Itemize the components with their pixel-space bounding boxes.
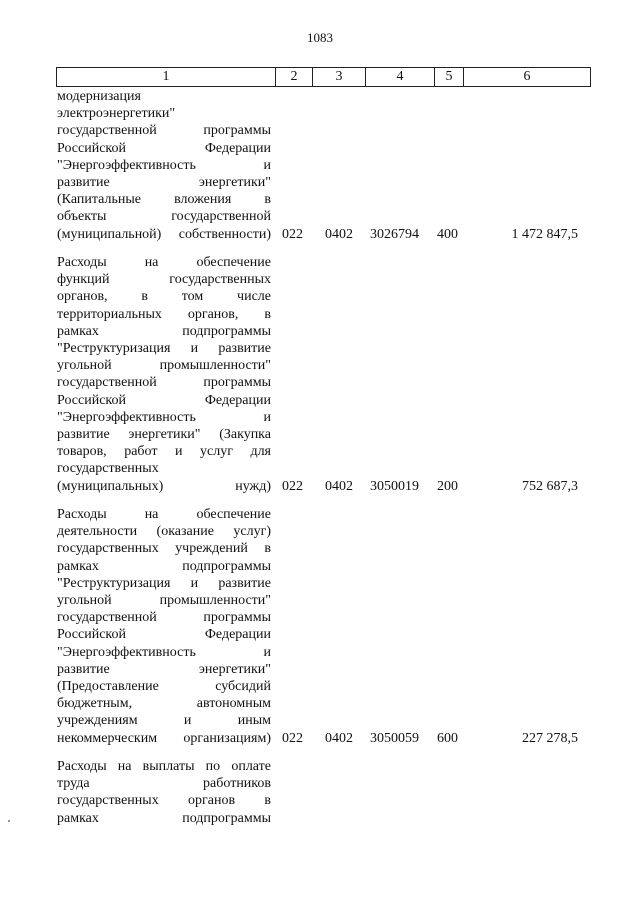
description-line: государственных <box>57 461 159 477</box>
row-vr-code: 600 <box>437 730 458 746</box>
description-line: "Энергоэффективность и <box>57 157 271 173</box>
description-line: (муниципальной) собственности) <box>57 226 271 242</box>
description-line: "Реструктуризация и развитие <box>57 575 271 591</box>
row-gr-code: 022 <box>282 730 303 746</box>
description-line: развитие энергетики" <box>57 175 271 191</box>
description-line: угольной промышленности" <box>57 593 271 609</box>
description-line: товаров, работ и услуг для <box>57 444 271 460</box>
description-line: рамках подпрограммы <box>57 323 271 339</box>
description-line: Расходы на выплаты по оплате <box>57 759 271 774</box>
description-line: (Капитальные вложения в <box>57 192 271 208</box>
description-line: некоммерческим организациям) <box>57 730 271 746</box>
column-header-4: 4 <box>366 68 435 87</box>
row-cs-code: 3050059 <box>370 730 419 746</box>
description-line: Российской Федерации <box>57 627 271 643</box>
description-line: "Энергоэффективность и <box>57 644 271 660</box>
description-line: электроэнергетики" <box>57 106 176 122</box>
row-description <box>57 758 271 827</box>
row-amount: 227 278,5 <box>522 730 578 746</box>
description-line: государственной программы <box>57 375 271 391</box>
row-description <box>57 506 271 747</box>
description-line: деятельности (оказание услуг) <box>57 524 271 540</box>
description-line: территориальных органов, в <box>57 306 271 322</box>
row-cs-code: 3050019 <box>370 478 419 494</box>
column-header-6: 6 <box>464 68 591 87</box>
row-rz-code: 0402 <box>325 478 353 494</box>
description-line: рамках подпрограммы <box>57 558 271 574</box>
row-gr-code: 022 <box>282 226 303 242</box>
column-header-3: 3 <box>313 68 366 87</box>
description-line: угольной промышленности" <box>57 358 271 374</box>
column-header-1: 1 <box>57 68 276 87</box>
description-line: государственных учреждений в <box>57 541 271 557</box>
column-header-5: 5 <box>435 68 464 87</box>
row-rz-code: 0402 <box>325 226 353 242</box>
description-line: Российской Федерации <box>57 392 271 408</box>
column-header-table <box>56 67 591 87</box>
description-line: государственной программы <box>57 610 271 626</box>
description-line: (Предоставление субсидий <box>57 679 271 695</box>
row-vr-code: 400 <box>437 226 458 242</box>
description-line: бюджетным, автономным <box>57 696 271 712</box>
description-line: развитие энергетики" (Закупка <box>57 427 271 443</box>
column-header-row <box>57 68 591 87</box>
description-line: государственных органов в <box>57 793 271 809</box>
description-line: объекты государственной <box>57 209 271 225</box>
row-amount: 1 472 847,5 <box>511 226 578 242</box>
scan-speck <box>8 820 10 822</box>
row-description <box>57 88 271 243</box>
row-amount: 752 687,3 <box>522 478 578 494</box>
row-description <box>57 254 271 495</box>
description-line: функций государственных <box>57 272 271 288</box>
description-line: государственной программы <box>57 123 271 139</box>
description-line: Расходы на обеспечение <box>57 507 271 522</box>
row-vr-code: 200 <box>437 478 458 494</box>
page-number: 1083 <box>307 30 333 45</box>
description-line: "Реструктуризация и развитие <box>57 341 271 357</box>
description-line: рамках подпрограммы <box>57 810 271 826</box>
description-line: "Энергоэффективность и <box>57 409 271 425</box>
description-line: учреждениям и иным <box>57 713 271 729</box>
description-line: Расходы на обеспечение <box>57 255 271 270</box>
description-line: развитие энергетики" <box>57 661 271 677</box>
description-line: модернизация <box>57 89 141 104</box>
description-line: (муниципальных) нужд) <box>57 478 271 494</box>
description-line: Российской Федерации <box>57 140 271 156</box>
row-gr-code: 022 <box>282 478 303 494</box>
description-line: труда работников <box>57 776 271 792</box>
row-rz-code: 0402 <box>325 730 353 746</box>
description-line: органов, в том числе <box>57 289 271 305</box>
column-header-2: 2 <box>276 68 313 87</box>
row-cs-code: 3026794 <box>370 226 419 242</box>
